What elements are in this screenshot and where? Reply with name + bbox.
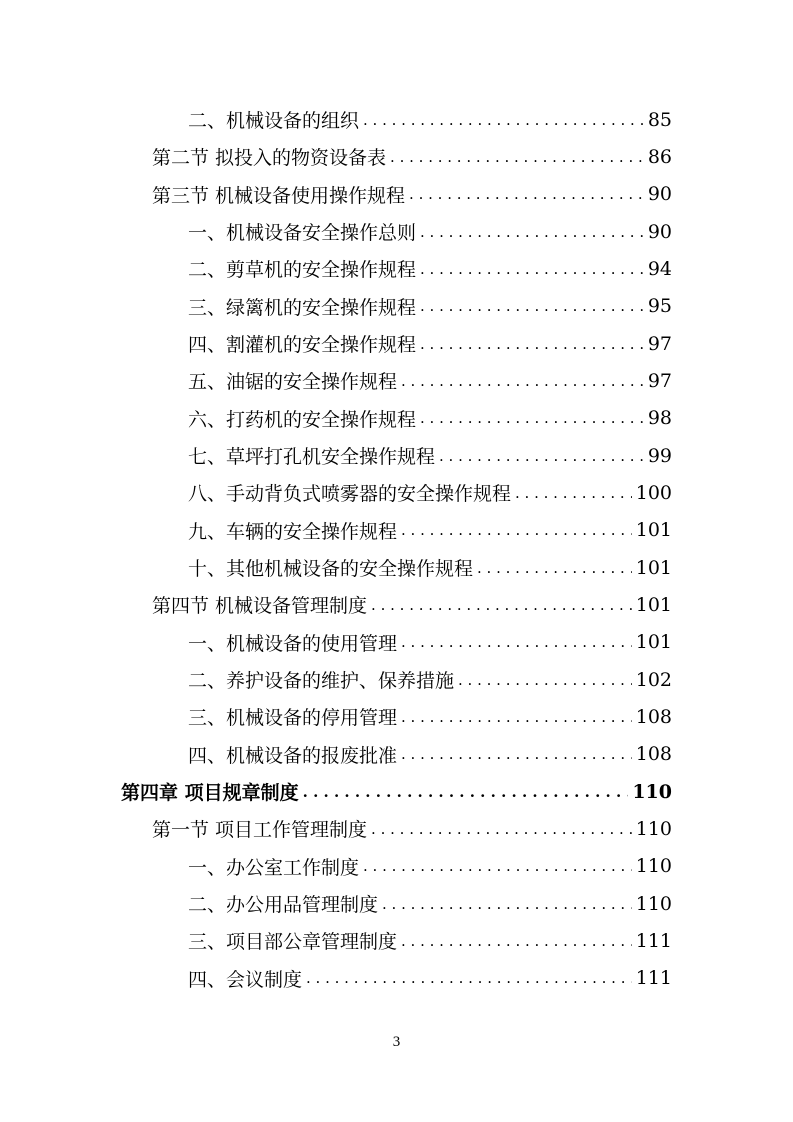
- toc-entry[interactable]: [0, 400, 793, 437]
- toc-entry[interactable]: [0, 176, 793, 213]
- toc-entry[interactable]: [0, 362, 793, 399]
- toc-dot-leader: [363, 109, 644, 131]
- toc-entry-title: 三、项目部公章管理制度: [188, 931, 398, 954]
- page-number: 3: [392, 1034, 401, 1050]
- toc-entry-title: 三、机械设备的停用管理: [188, 707, 398, 730]
- toc-chapter-entry[interactable]: [0, 773, 793, 810]
- toc-entry-page: 98: [647, 407, 672, 430]
- toc-dot-leader: [382, 893, 632, 915]
- toc-entry-title: 一、机械设备的使用管理: [188, 632, 398, 655]
- toc-entry-page: 110: [635, 855, 672, 878]
- table-of-contents: [0, 101, 793, 997]
- toc-entry-page: 110: [632, 780, 672, 803]
- toc-dot-leader: [401, 631, 632, 653]
- toc-entry[interactable]: [0, 213, 793, 250]
- toc-entry-page: 110: [635, 817, 672, 840]
- toc-dot-leader: [420, 333, 644, 355]
- toc-entry-title: 五、油锯的安全操作规程: [188, 371, 398, 394]
- toc-entry-page: 94: [647, 257, 672, 280]
- toc-entry[interactable]: [0, 138, 793, 175]
- toc-dot-leader: [420, 258, 644, 280]
- toc-entry-page: 99: [647, 444, 672, 467]
- toc-entry[interactable]: [0, 960, 793, 997]
- toc-entry-page: 110: [635, 892, 672, 915]
- toc-entry[interactable]: [0, 586, 793, 623]
- toc-entry-title: 第四章 项目规章制度: [121, 782, 299, 805]
- toc-entry[interactable]: [0, 325, 793, 362]
- toc-entry[interactable]: [0, 512, 793, 549]
- toc-dot-leader: [401, 370, 644, 392]
- toc-entry-title: 三、绿篱机的安全操作规程: [188, 296, 417, 319]
- toc-entry[interactable]: [0, 474, 793, 511]
- toc-dot-leader: [401, 519, 632, 541]
- toc-entry-title: 第二节 拟投入的物资设备表: [152, 147, 387, 170]
- toc-dot-leader: [363, 855, 632, 877]
- toc-entry-page: 95: [647, 295, 672, 318]
- toc-entry-page: 108: [635, 743, 672, 766]
- toc-entry[interactable]: [0, 624, 793, 661]
- toc-entry-page: 101: [635, 631, 672, 654]
- toc-dot-leader: [420, 295, 644, 317]
- toc-entry[interactable]: [0, 437, 793, 474]
- toc-entry-title: 一、办公室工作制度: [188, 856, 360, 879]
- toc-entry-page: 108: [635, 705, 672, 728]
- toc-entry[interactable]: [0, 698, 793, 735]
- toc-entry-title: 九、车辆的安全操作规程: [188, 520, 398, 543]
- toc-dot-leader: [371, 594, 632, 616]
- toc-entry-title: 二、办公用品管理制度: [188, 894, 379, 917]
- toc-entry-page: 90: [647, 183, 672, 206]
- toc-entry-page: 97: [647, 369, 672, 392]
- toc-entry-page: 111: [635, 967, 672, 990]
- toc-entry-title: 第三节 机械设备使用操作规程: [152, 184, 406, 207]
- toc-entry-title: 一、机械设备安全操作总则: [188, 222, 417, 245]
- toc-entry[interactable]: [0, 101, 793, 138]
- toc-entry-title: 六、打药机的安全操作规程: [188, 408, 417, 431]
- toc-entry-title: 二、剪草机的安全操作规程: [188, 259, 417, 282]
- toc-entry-page: 100: [635, 481, 672, 504]
- toc-entry-title: 七、草坪打孔机安全操作规程: [188, 446, 436, 469]
- toc-entry-title: 四、机械设备的报废批准: [188, 744, 398, 767]
- toc-dot-leader: [409, 183, 644, 205]
- toc-entry-page: 97: [647, 332, 672, 355]
- toc-dot-leader: [306, 967, 632, 989]
- toc-dot-leader: [477, 557, 632, 579]
- toc-entry[interactable]: [0, 661, 793, 698]
- toc-entry-title: 四、会议制度: [188, 968, 303, 991]
- toc-entry[interactable]: [0, 549, 793, 586]
- toc-dot-leader: [401, 706, 632, 728]
- toc-entry-title: 二、养护设备的维护、保养措施: [188, 670, 455, 693]
- toc-entry-page: 85: [647, 108, 672, 131]
- toc-entry[interactable]: [0, 250, 793, 287]
- toc-dot-leader: [303, 781, 629, 803]
- toc-entry-page: 86: [647, 145, 672, 168]
- toc-entry[interactable]: [0, 288, 793, 325]
- toc-entry-title: 第四节 机械设备管理制度: [152, 595, 368, 618]
- toc-entry[interactable]: [0, 736, 793, 773]
- toc-entry[interactable]: [0, 922, 793, 959]
- toc-entry-title: 二、机械设备的组织: [188, 110, 360, 133]
- toc-entry[interactable]: [0, 848, 793, 885]
- toc-entry-title: 第一节 项目工作管理制度: [152, 819, 368, 842]
- toc-entry-page: 111: [635, 929, 672, 952]
- toc-entry[interactable]: [0, 885, 793, 922]
- toc-dot-leader: [401, 743, 632, 765]
- toc-dot-leader: [390, 146, 644, 168]
- toc-entry[interactable]: [0, 810, 793, 847]
- toc-entry-title: 十、其他机械设备的安全操作规程: [188, 558, 474, 581]
- toc-entry-page: 101: [635, 556, 672, 579]
- toc-dot-leader: [420, 407, 644, 429]
- toc-entry-page: 102: [635, 668, 672, 691]
- toc-entry-page: 101: [635, 593, 672, 616]
- toc-dot-leader: [401, 930, 632, 952]
- toc-dot-leader: [420, 221, 644, 243]
- toc-entry-title: 八、手动背负式喷雾器的安全操作规程: [188, 483, 512, 506]
- toc-dot-leader: [515, 482, 632, 504]
- toc-entry-title: 四、割灌机的安全操作规程: [188, 334, 417, 357]
- toc-dot-leader: [458, 669, 632, 691]
- toc-dot-leader: [371, 818, 632, 840]
- toc-entry-page: 90: [647, 220, 672, 243]
- toc-dot-leader: [439, 445, 644, 467]
- toc-entry-page: 101: [635, 519, 672, 542]
